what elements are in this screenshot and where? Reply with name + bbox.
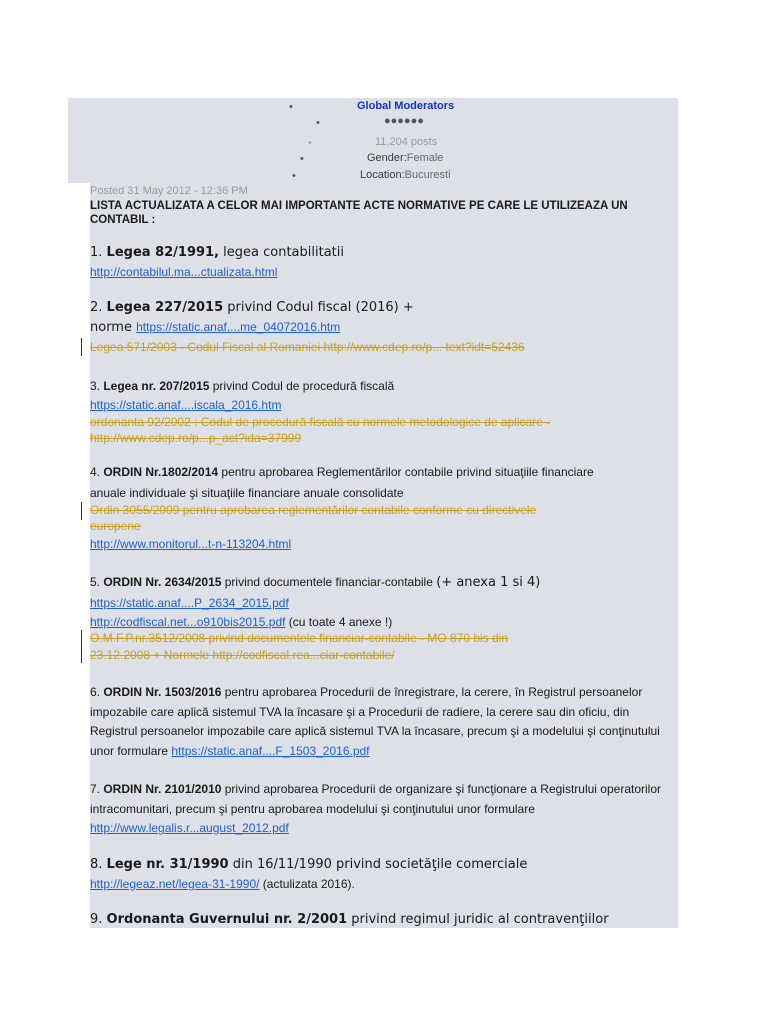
bullet-icon: • bbox=[292, 170, 296, 182]
edit-marker bbox=[81, 630, 82, 663]
item-2-heading bbox=[90, 300, 414, 315]
edit-marker bbox=[81, 502, 82, 520]
struck-text: Legea 571/2003 - Codul Fiscal al Romaniei bbox=[90, 340, 324, 354]
link-note: (cu toate 4 anexe !) bbox=[285, 615, 393, 629]
law-title: Lege nr. 31/1990 bbox=[106, 857, 229, 872]
item-2-strike bbox=[90, 340, 525, 354]
struck-text: europene bbox=[90, 519, 141, 533]
law-title: ORDIN Nr. 1503/2016 bbox=[103, 685, 222, 699]
member-group-link[interactable]: Global Moderators bbox=[357, 100, 455, 112]
law-description: privind documentele financiar-contabile bbox=[221, 575, 437, 589]
struck-text: O.M.F.P.nr.3512/2008 privind documentele financiar-contabile - MO 870 bis din bbox=[90, 631, 509, 645]
item-8-link[interactable]: http://legeaz.net/legea-31-1990/ bbox=[90, 877, 260, 891]
law-description: privind aprobarea Procedurii de organizare şi funcţionare a Registrului operatorilor intracomunitari, precum şi pentru aprobarea modelului şi conţinutului unor formulare bbox=[90, 782, 661, 816]
law-description: pentru aprobarea Procedurii de înregistrare, la cerere, în Registrul persoanelor impozabile care aplică sistemul TVA la încasare şi a Procedurii de radiere, la cerere sau din oficiu, din Registrul persoanelor impozabile care aplică sistemul TVA la încasare, precum şi a modelului şi conţinutului unor formulare bbox=[90, 685, 660, 758]
location-label: Location: bbox=[360, 169, 405, 181]
item-number: 6. bbox=[90, 685, 104, 699]
item-3-heading bbox=[90, 379, 394, 393]
gender-label: Gender: bbox=[367, 152, 407, 164]
struck-link[interactable]: http://codfiscal.rea...ciar-contabile/ bbox=[212, 648, 395, 662]
item-number: 7. bbox=[90, 782, 104, 796]
post-count: 11,204 posts bbox=[375, 136, 438, 148]
item-9-heading bbox=[90, 912, 609, 927]
law-title: Ordonanta Guvernului nr. 2/2001 bbox=[106, 912, 348, 927]
item-number: 1. bbox=[90, 245, 107, 260]
law-description: pentru aprobarea Reglementărilor contabile privind situaţiile financiare bbox=[218, 465, 594, 479]
item-8-link-row bbox=[90, 877, 355, 891]
item-6-link[interactable]: https://static.anaf....F_1503_2016.pdf bbox=[171, 743, 370, 758]
item-4-heading bbox=[90, 465, 594, 479]
item-6 bbox=[90, 683, 678, 761]
item-5-strike-2 bbox=[90, 648, 395, 662]
law-title: ORDIN Nr. 2634/2015 bbox=[103, 575, 222, 589]
location-value: Bucuresti bbox=[404, 169, 451, 181]
post-title: LISTA ACTUALIZATA A CELOR MAI IMPORTANTE ACTE NORMATIVE PE CARE LE UTILIZEAZA UN CONTABIL : bbox=[90, 200, 628, 226]
struck-link[interactable]: http://www.cdep.ro/p...p_act?ida=37999 bbox=[90, 431, 302, 445]
struck-link[interactable]: http://www.cdep.ro/p... text?idt=52436 bbox=[323, 340, 525, 354]
law-title: Legea nr. 207/2015 bbox=[103, 379, 210, 393]
item-1-link[interactable]: http://contabilul.ma...ctualizata.html bbox=[90, 265, 278, 279]
law-annex: (+ anexa 1 si 4) bbox=[436, 575, 541, 590]
edit-marker bbox=[81, 338, 82, 356]
law-title: ORDIN Nr. 2101/2010 bbox=[103, 782, 222, 796]
law-description: privind regimul juridic al contravenţiilor bbox=[347, 912, 609, 927]
item-5-heading bbox=[90, 575, 540, 590]
law-title: ORDIN Nr.1802/2014 bbox=[103, 465, 219, 479]
item-number: 8. bbox=[90, 857, 107, 872]
law-description: din 16/11/1990 privind societăţile comerciale bbox=[228, 857, 528, 872]
law-description: privind Codul de procedură fiscală bbox=[209, 379, 395, 393]
item-2-link[interactable]: https://static.anaf....me_04072016.htm bbox=[136, 320, 341, 334]
item-5-link-2-row bbox=[90, 615, 392, 629]
struck-text: 23.12.2008 + Normele bbox=[90, 648, 213, 662]
item-5-link-1[interactable]: https://static.anaf....P_2634_2015.pdf bbox=[90, 596, 289, 610]
item-2-norme bbox=[90, 320, 340, 335]
member-group[interactable] bbox=[357, 100, 454, 112]
posted-date: Posted 31 May 2012 - 12:36 PM bbox=[90, 185, 248, 197]
law-description-cont: anuale individuale şi situaţiile financiare anuale consolidate bbox=[90, 486, 404, 500]
law-title: Legea 227/2015 bbox=[106, 300, 224, 315]
law-description: legea contabilitatii bbox=[219, 245, 344, 260]
item-5-link-2[interactable]: http://codfiscal.net...o910bis2015.pdf bbox=[90, 615, 286, 629]
norme-label: norme bbox=[90, 320, 137, 335]
link-note: (actulizata 2016). bbox=[259, 877, 355, 891]
bullet-icon: • bbox=[316, 117, 320, 129]
item-number: 9. bbox=[90, 912, 107, 927]
bullet-icon: • bbox=[289, 101, 293, 113]
rank-stars: ●●●●●● bbox=[384, 115, 424, 127]
item-7 bbox=[90, 780, 678, 839]
bullet-icon: • bbox=[308, 137, 312, 149]
item-4-link[interactable]: http://www.monitorul...t-n-113204.html bbox=[90, 537, 292, 551]
law-title: Legea 82/1991, bbox=[106, 245, 220, 260]
struck-text: ordonanta 92/2002 : Codul de procedură fiscală cu normele metodologice de aplicare - bbox=[90, 415, 551, 429]
item-7-link[interactable]: http://www.legalis.r...august_2012.pdf bbox=[90, 821, 289, 835]
law-description: privind Codul fiscal (2016) + bbox=[223, 300, 414, 315]
item-8-heading bbox=[90, 857, 527, 872]
item-number: 3. bbox=[90, 379, 104, 393]
gender-field bbox=[367, 152, 443, 164]
bullet-icon: • bbox=[300, 153, 304, 165]
item-3-link[interactable]: https://static.anaf....iscala_2016.htm bbox=[90, 398, 282, 412]
gender-value: Female bbox=[406, 152, 444, 164]
item-number: 4. bbox=[90, 465, 104, 479]
location-field bbox=[360, 169, 451, 181]
item-1-heading bbox=[90, 245, 344, 260]
item-number: 5. bbox=[90, 575, 104, 589]
item-number: 2. bbox=[90, 300, 107, 315]
struck-text: Ordin 3055/2009 pentru aprobarea reglementărilor contabile conforme cu directivele bbox=[90, 503, 537, 517]
